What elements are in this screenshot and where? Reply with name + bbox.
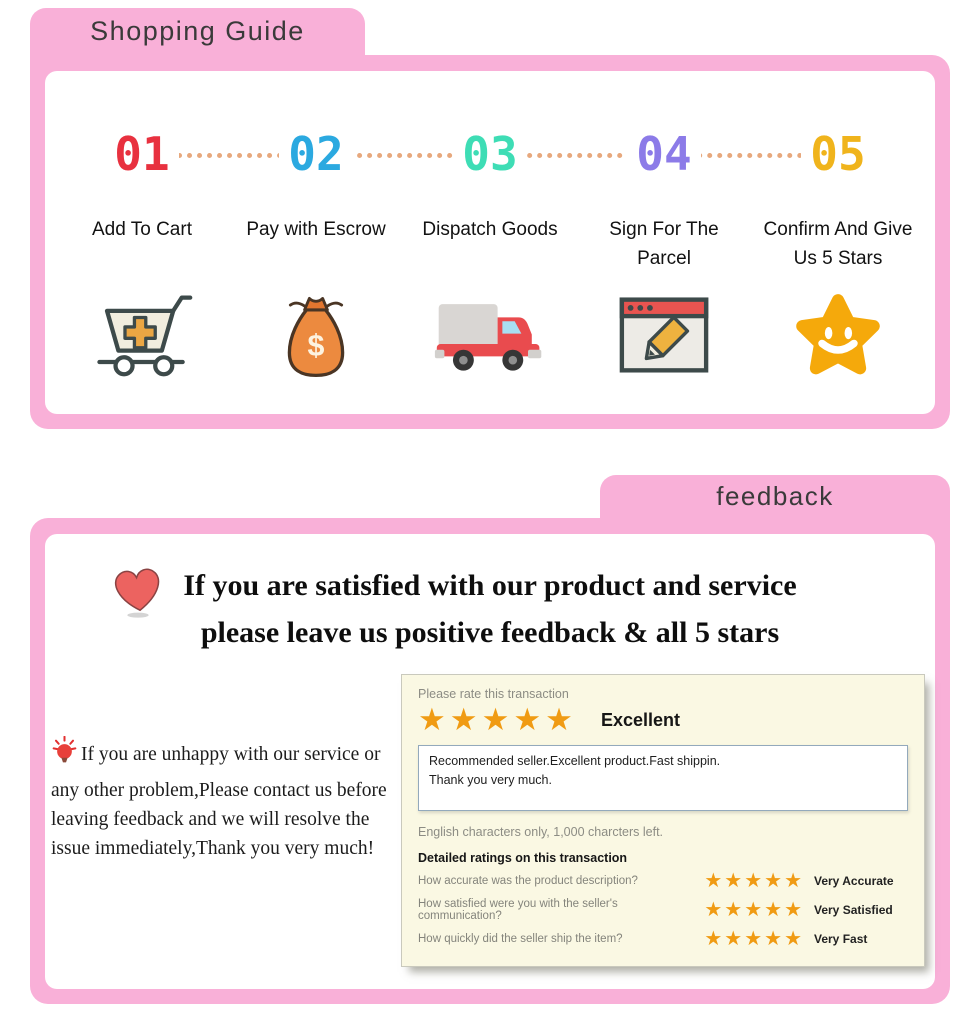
rating-value: Very Satisfied [814,903,893,917]
browser-sign-icon [577,287,751,383]
rate-transaction-label: Please rate this transaction [418,687,569,701]
delivery-truck-icon [403,287,577,383]
step-label-sign-for-parcel: Sign For The Parcel [609,219,719,269]
shopping-guide-card [30,55,950,429]
rating-value: Very Fast [814,932,868,946]
feedback-form-panel [401,674,925,967]
rating-question: How quickly did the seller ship the item? [418,933,623,945]
step-number-2: 02 [279,129,352,179]
step-labels-row [55,215,925,273]
step-icons-row [55,287,925,383]
money-bag-icon [229,287,403,383]
step-numbers-row [55,129,925,179]
rating-row-accuracy [418,868,908,894]
smiley-star-icon [751,287,925,383]
heart-icon [109,564,167,625]
shopping-guide-tab [30,8,365,55]
rating-row-shipping [418,926,908,952]
rating-value: Very Accurate [814,874,894,888]
unhappy-note [49,674,401,863]
step-label-confirm-5-stars: Confirm And Give Us 5 Stars [763,219,913,269]
dollar-sign: $ [307,328,325,363]
step-number-5: 05 [801,129,874,179]
step-label-dispatch-goods: Dispatch Goods [422,219,558,240]
cart-plus-icon [55,287,229,383]
rating-stars-shipping[interactable]: ★★★★★ [704,928,804,950]
rating-stars-accuracy[interactable]: ★★★★★ [704,870,804,892]
step-number-4: 04 [627,129,700,179]
step-number-1: 01 [105,129,178,179]
rating-question: How accurate was the product description? [418,875,638,887]
rating-stars-communication[interactable]: ★★★★★ [704,899,804,921]
step-label-pay-with-escrow: Pay with Escrow [246,219,386,240]
lightbulb-icon [51,736,78,776]
step-number-3: 03 [453,129,526,179]
feedback-tab [600,475,950,518]
rating-question: How satisfied were you with the seller's communication? [418,898,618,922]
comment-line-2: Thank you very much. [429,773,552,787]
feedback-comment-textarea[interactable] [418,745,908,811]
overall-rating-word: Excellent [600,709,681,730]
detailed-ratings-label: Detailed ratings on this transaction [418,851,628,865]
shopping-guide-tab-label: Shopping Guide [90,16,305,46]
step-label-add-to-cart: Add To Cart [92,219,192,240]
characters-left-hint: English characters only, 1,000 charcters left. [418,825,664,839]
unhappy-note-text: If you are unhappy with our service or any other problem,Please contact us before leaving feedback and we will resolve the issue immediately,Thank you very much! [51,744,387,859]
rating-row-communication [418,897,908,923]
headline-line-2: please leave us positive feedback & all 5 stars [200,616,780,649]
headline-line-1: If you are satisfied with our product and service [183,569,797,602]
comment-line-1: Recommended seller.Excellent product.Fast shippin. [429,754,721,768]
overall-rating-stars[interactable]: ★★★★★ [418,702,577,737]
feedback-card [30,518,950,1004]
feedback-tab-label: feedback [716,481,834,511]
feedback-headline [45,562,935,656]
